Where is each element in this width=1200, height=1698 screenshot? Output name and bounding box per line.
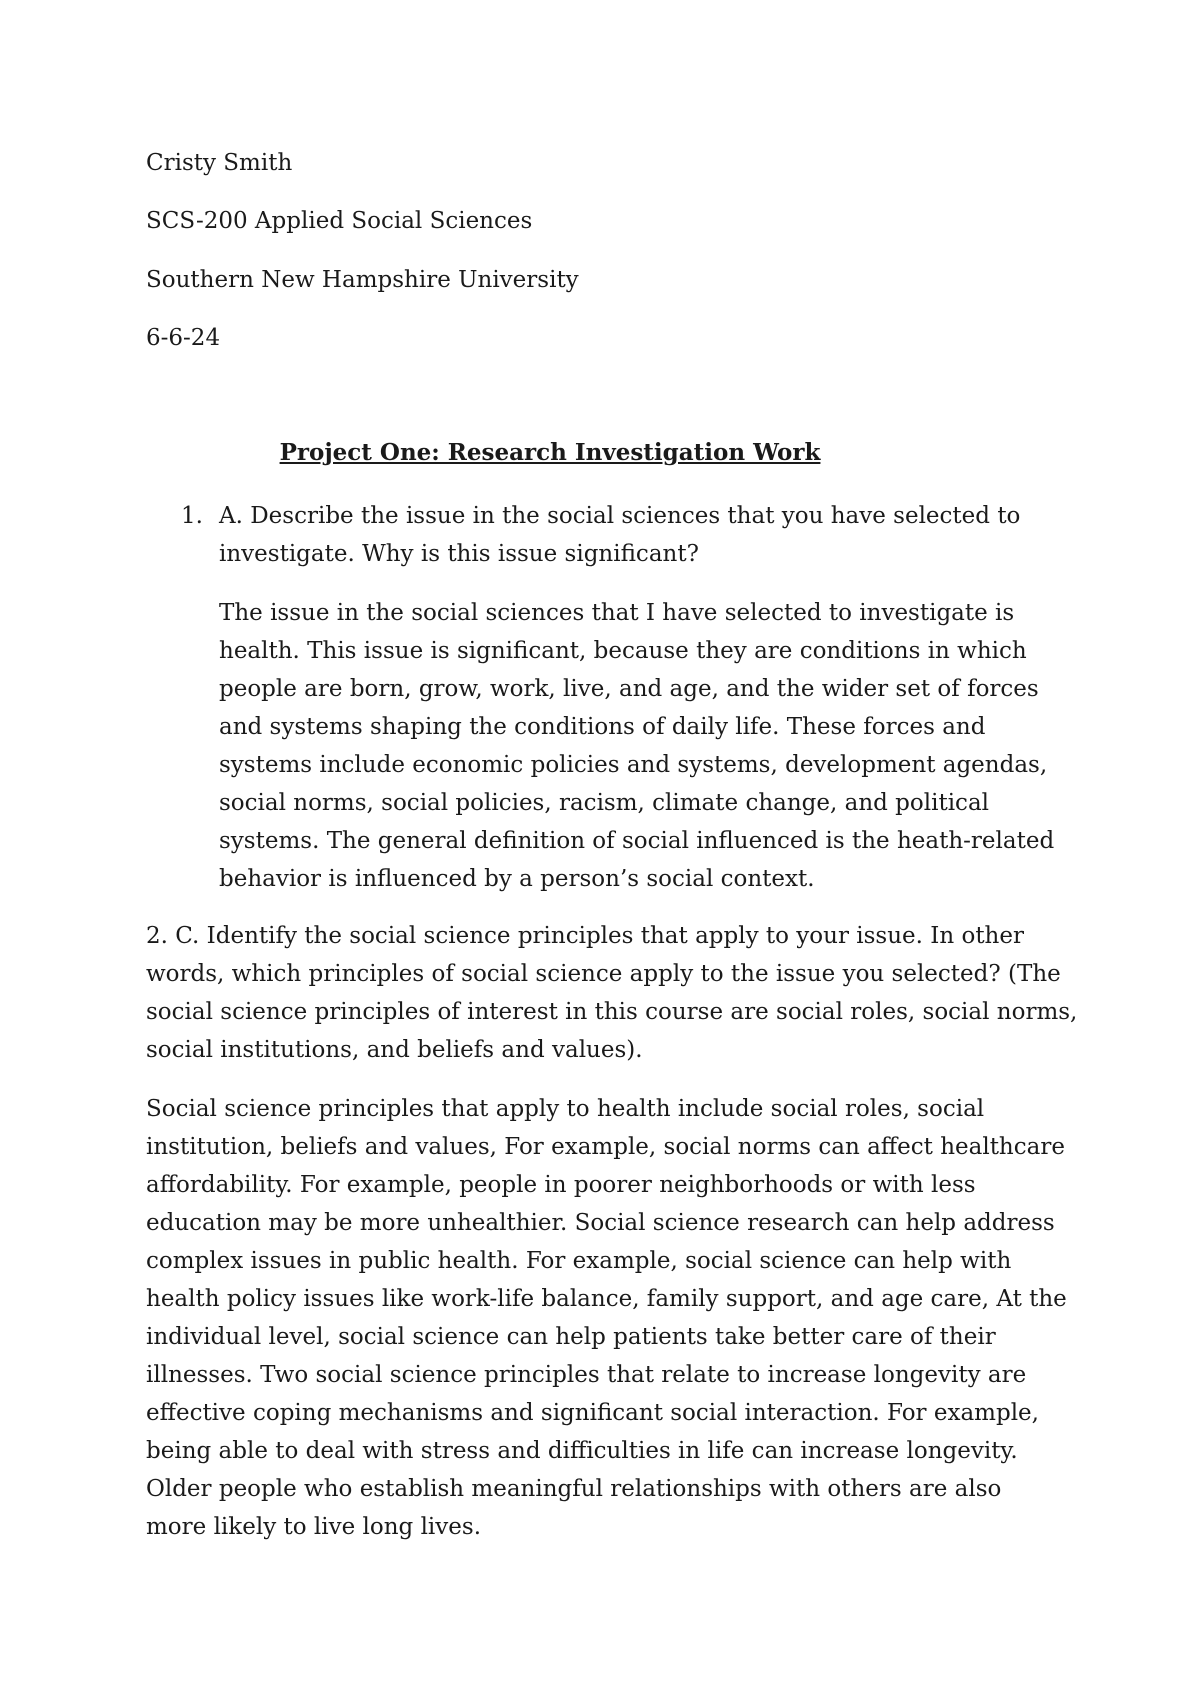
answer-2-line: Social science principles that apply to health include social roles, social — [146, 1096, 985, 1122]
answer-2-line: individual level, social science can help patients take better care of their — [146, 1324, 996, 1350]
question-1-line: A. Describe the issue in the social sciences that you have selected to — [219, 503, 1021, 529]
answer-2-line: affordability. For example, people in poorer neighborhoods or with less — [146, 1172, 976, 1198]
answer-1-line: systems include economic policies and systems, development agendas, — [219, 752, 1048, 778]
answer-1-line: behavior is influenced by a person’s social context. — [219, 866, 815, 892]
answer-1 — [219, 594, 1054, 898]
author-name: Cristy Smith — [146, 150, 293, 176]
answer-1-line: and systems shaping the conditions of daily life. These forces and — [219, 714, 986, 740]
answer-2-line: effective coping mechanisms and significant social interaction. For example, — [146, 1400, 1039, 1426]
answer-2-line: education may be more unhealthier. Social science research can help address — [146, 1210, 1055, 1236]
answer-2-line: more likely to live long lives. — [146, 1514, 482, 1540]
question-2-line: 2. C. Identify the social science principles that apply to your issue. In other — [146, 923, 1024, 949]
answer-1-line: people are born, grow, work, live, and age, and the wider set of forces — [219, 676, 1039, 702]
answer-2-line: Older people who establish meaningful relationships with others are also — [146, 1476, 1002, 1502]
question-1-line: investigate. Why is this issue significant? — [219, 541, 699, 567]
answer-2-line: health policy issues like work-life balance, family support, and age care, At the — [146, 1286, 1067, 1312]
question-2-line: social science principles of interest in this course are social roles, social norms, — [146, 999, 1078, 1025]
question-2 — [146, 917, 1077, 1069]
answer-2-line: complex issues in public health. For example, social science can help with — [146, 1248, 1012, 1274]
answer-2-line: being able to deal with stress and difficulties in life can increase longevity. — [146, 1438, 1018, 1464]
list-number: 1. — [181, 503, 203, 529]
document-date: 6-6-24 — [146, 325, 221, 351]
answer-1-line: The issue in the social sciences that I have selected to investigate is — [219, 600, 1015, 626]
question-2-line: social institutions, and beliefs and values). — [146, 1037, 643, 1063]
answer-2-line: illnesses. Two social science principles that relate to increase longevity are — [146, 1362, 1027, 1388]
answer-1-line: health. This issue is significant, because they are conditions in which — [219, 638, 1027, 664]
answer-2 — [146, 1090, 1067, 1546]
document-title: Project One: Research Investigation Work — [279, 439, 821, 466]
answer-2-line: institution, beliefs and values, For example, social norms can affect healthcare — [146, 1134, 1065, 1160]
school-name: Southern New Hampshire University — [146, 267, 579, 293]
question-1 — [219, 497, 1020, 573]
answer-1-line: social norms, social policies, racism, climate change, and political — [219, 790, 990, 816]
answer-1-line: systems. The general definition of social influenced is the heath-related — [219, 828, 1055, 854]
question-2-line: words, which principles of social science apply to the issue you selected? (The — [146, 961, 1061, 987]
course-name: SCS-200 Applied Social Sciences — [146, 208, 533, 234]
